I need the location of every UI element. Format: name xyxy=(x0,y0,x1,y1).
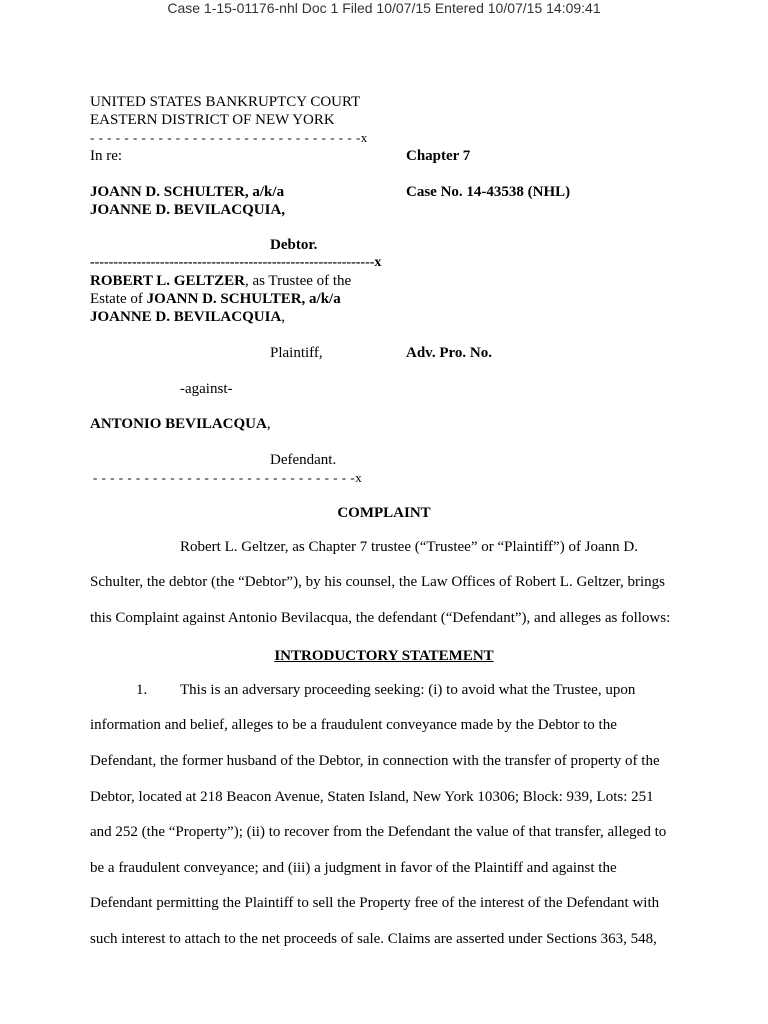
caption-solid-line: -------------------------------------------------------------x xyxy=(90,255,382,270)
estate-name-line1: JOANN D. SCHULTER, a/k/a xyxy=(146,291,341,307)
trustee-name: ROBERT L. GELTZER xyxy=(90,273,245,289)
intro-line: Schulter, the debtor (the “Debtor”), by his counsel, the Law Offices of Robert L. Geltzer, brings xyxy=(90,574,666,590)
paragraph-line: Defendant permitting the Plaintiff to sell the Property free of the interest of the Defendant with xyxy=(90,895,660,911)
paragraph-line: information and belief, alleges to be a fraudulent conveyance made by the Debtor to the xyxy=(90,717,617,733)
estate-name-line2: JOANNE D. BEVILACQUIA xyxy=(90,309,282,325)
in-re-label: In re: xyxy=(90,148,123,164)
estate-comma: , xyxy=(281,309,286,325)
debtor-name-line1: JOANN D. SCHULTER, a/k/a xyxy=(90,184,285,200)
estate-line-2 xyxy=(90,308,285,326)
chapter-label: Chapter 7 xyxy=(406,148,471,164)
defendant-label: Defendant. xyxy=(270,452,337,468)
trustee-line xyxy=(90,272,351,290)
intro-line: this Complaint against Antonio Bevilacqua, the defendant (“Defendant”), and alleges as follows: xyxy=(90,610,671,626)
paragraph-line: Defendant, the former husband of the Debtor, in connection with the transfer of property of the xyxy=(90,753,660,769)
court-name: UNITED STATES BANKRUPTCY COURT xyxy=(90,94,361,110)
intro-line: Robert L. Geltzer, as Chapter 7 trustee (“Trustee” or “Plaintiff”) of Joann D. xyxy=(180,539,639,555)
paragraph-line: Debtor, located at 218 Beacon Avenue, Staten Island, New York 10306; Block: 939, Lots: 251 xyxy=(90,789,654,805)
plaintiff-label: Plaintiff, xyxy=(270,345,323,361)
against-label: -against- xyxy=(180,381,233,397)
ecf-header: Case 1-15-01176-nhl Doc 1 Filed 10/07/15 Entered 10/07/15 14:09:41 xyxy=(167,0,601,16)
paragraph-line: such interest to attach to the net proceeds of sale. Claims are asserted under Sections 363, 548, xyxy=(90,931,657,947)
caption-dash-line-bottom: - - - - - - - - - - - - - - - - - - - - - - - - - - - - - - -x xyxy=(93,470,363,485)
case-number: Case No. 14-43538 (NHL) xyxy=(406,184,571,200)
defendant-comma: , xyxy=(266,416,271,432)
paragraph-line: be a fraudulent conveyance; and (iii) a judgment in favor of the Plaintiff and against the xyxy=(90,860,617,876)
estate-of-text: Estate of xyxy=(90,291,147,307)
debtor-name-line2: JOANNE D. BEVILACQUIA, xyxy=(90,202,286,218)
paragraph-line: This is an adversary proceeding seeking: (i) to avoid what the Trustee, upon xyxy=(180,682,636,698)
paragraph-line: and 252 (the “Property”); (ii) to recover from the Defendant the value of that transfer, alleged to xyxy=(90,824,667,840)
paragraph-number: 1. xyxy=(136,682,148,698)
adv-pro-number: Adv. Pro. No. xyxy=(406,345,492,361)
court-district: EASTERN DISTRICT OF NEW YORK xyxy=(90,112,335,128)
defendant-line xyxy=(90,415,271,433)
caption-dash-line-top: - - - - - - - - - - - - - - - - - - - - - - - - - - - - - - - -x xyxy=(90,130,368,145)
defendant-name: ANTONIO BEVILACQUA xyxy=(90,416,267,432)
trustee-text: , as Trustee of the xyxy=(244,273,352,289)
estate-line xyxy=(90,290,341,308)
complaint-title: COMPLAINT xyxy=(337,505,431,521)
debtor-label: Debtor. xyxy=(270,237,318,253)
section-heading: INTRODUCTORY STATEMENT xyxy=(274,648,494,664)
